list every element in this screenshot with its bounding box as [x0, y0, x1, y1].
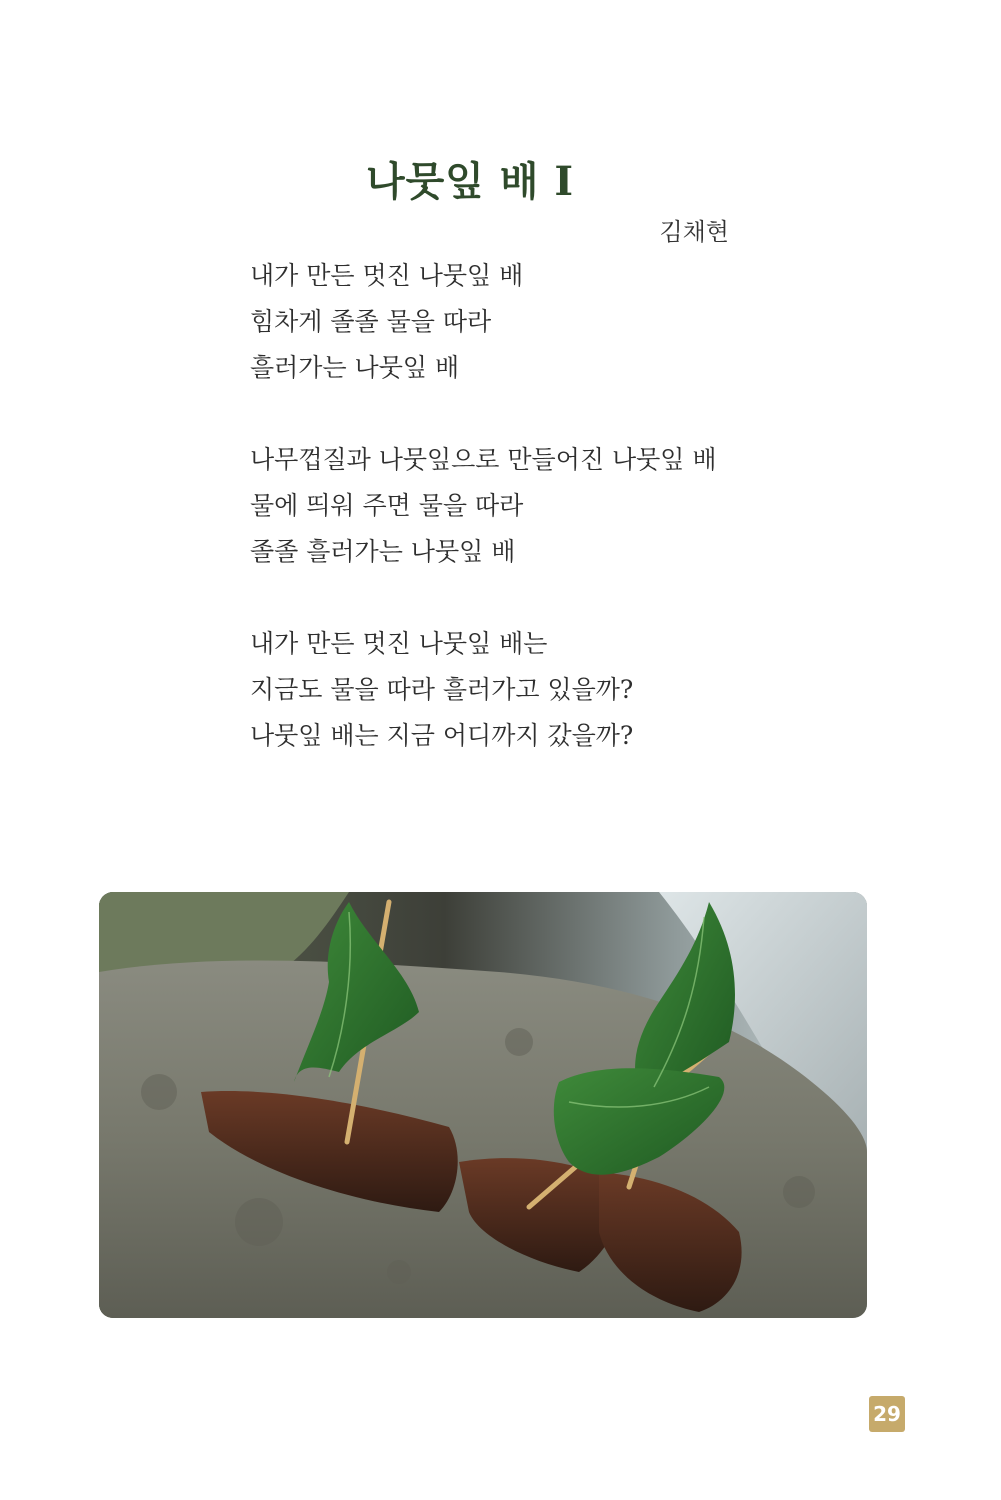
poem-line: 나뭇잎 배는 지금 어디까지 갔을까? [250, 721, 634, 750]
stanza-1 [250, 253, 850, 391]
poem-line: 내가 만든 멋진 나뭇잎 배 [250, 261, 524, 290]
poem-author: 김채현 [659, 218, 729, 246]
poem-line: 물에 띄워 주면 물을 따라 [250, 491, 524, 520]
poem-line: 힘차게 졸졸 물을 따라 [250, 307, 492, 336]
stanza-2 [250, 437, 850, 575]
poem-line: 나무껍질과 나뭇잎으로 만들어진 나뭇잎 배 [250, 445, 717, 474]
poem-line: 지금도 물을 따라 흘러가고 있을까? [250, 675, 634, 704]
page-number-badge: 29 [869, 1396, 905, 1432]
poem-line: 졸졸 흘러가는 나뭇잎 배 [250, 537, 516, 566]
leaf-boat-photo [99, 892, 867, 1318]
poem-line: 내가 만든 멋진 나뭇잎 배는 [250, 629, 548, 658]
poem-line: 흘러가는 나뭇잎 배 [250, 353, 460, 382]
poem-title: 나뭇잎 배 Ⅰ [365, 158, 575, 205]
stanza-3 [250, 621, 850, 759]
poem-body [250, 253, 850, 805]
